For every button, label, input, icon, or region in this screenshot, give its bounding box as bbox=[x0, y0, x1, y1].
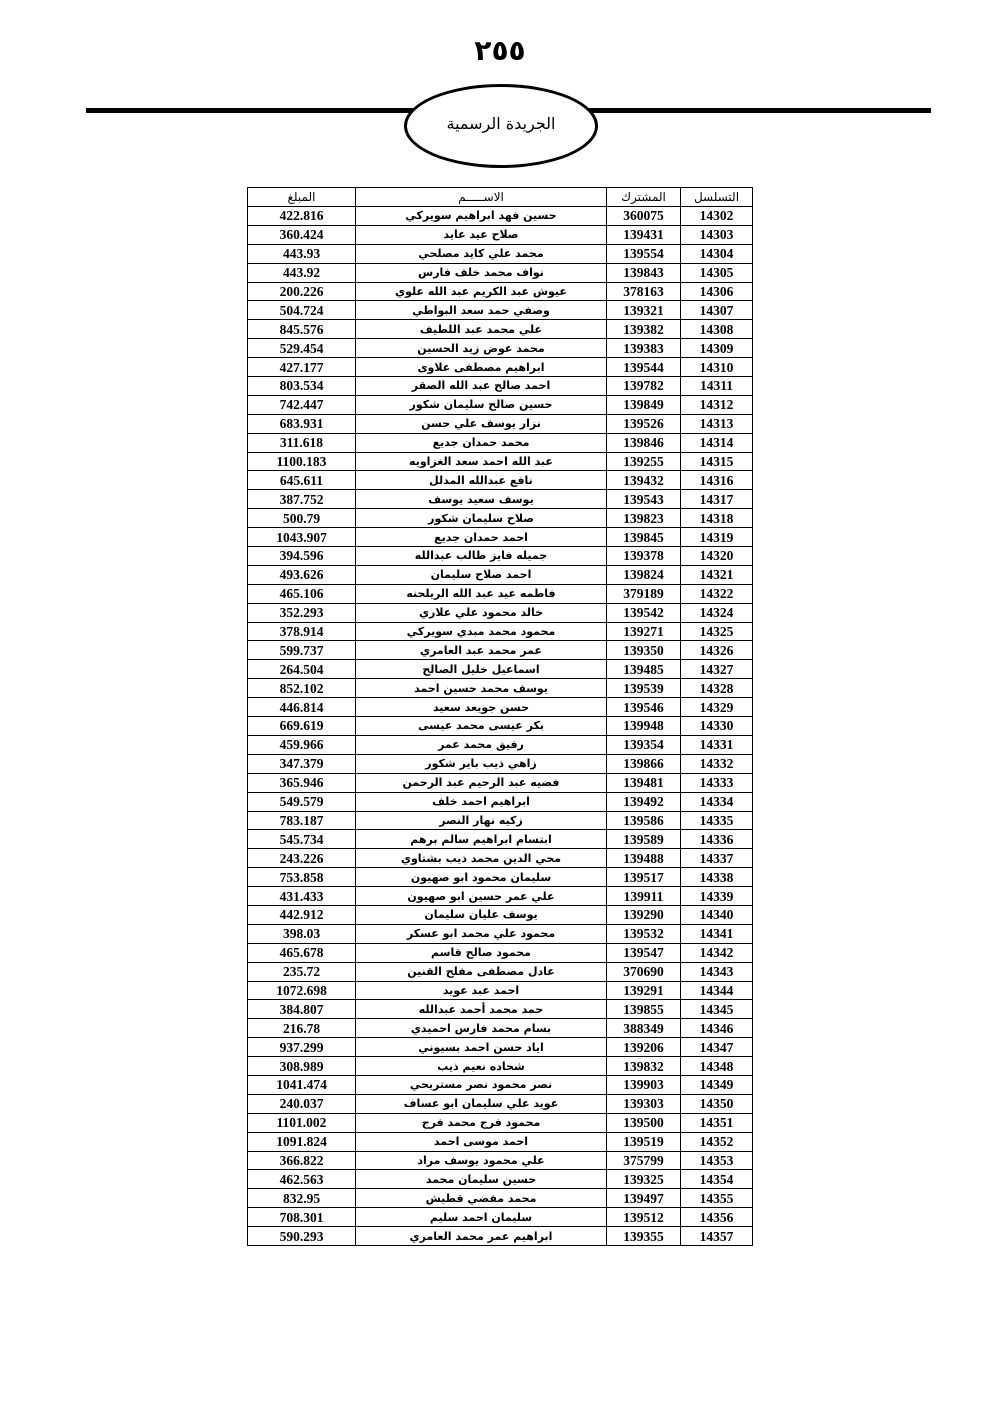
name-cell: اسماعيل خليل الصالح bbox=[356, 660, 607, 679]
amount-cell: 783.187 bbox=[248, 811, 356, 830]
name-cell: ابتسام ابراهيم سالم برهم bbox=[356, 830, 607, 849]
serial-cell: 14310 bbox=[681, 358, 753, 377]
serial-cell: 14357 bbox=[681, 1227, 753, 1246]
name-cell: ابراهيم عمر محمد العامري bbox=[356, 1227, 607, 1246]
subscriber-cell: 139849 bbox=[607, 395, 681, 414]
name-cell: نواف محمد خلف فارس bbox=[356, 263, 607, 282]
subscriber-cell: 378163 bbox=[607, 282, 681, 301]
amount-cell: 753.858 bbox=[248, 868, 356, 887]
name-cell: جميله فايز طالب عبدالله bbox=[356, 547, 607, 566]
table-row bbox=[248, 1132, 753, 1151]
amount-cell: 365.946 bbox=[248, 773, 356, 792]
table-row bbox=[248, 1227, 753, 1246]
amount-cell: 235.72 bbox=[248, 962, 356, 981]
subscriber-cell: 139519 bbox=[607, 1132, 681, 1151]
name-cell: حمد محمد أحمد عبدالله bbox=[356, 1000, 607, 1019]
subscriber-cell: 139532 bbox=[607, 924, 681, 943]
subscriber-cell: 139554 bbox=[607, 244, 681, 263]
table-row bbox=[248, 1038, 753, 1057]
name-cell: شحاده نعيم ذيب bbox=[356, 1057, 607, 1076]
column-header-name: الاســـــم bbox=[356, 188, 607, 207]
name-cell: حسين سليمان محمد bbox=[356, 1170, 607, 1189]
column-header-serial: التسلسل bbox=[681, 188, 753, 207]
name-cell: علي محمود يوسف مراد bbox=[356, 1151, 607, 1170]
amount-cell: 394.596 bbox=[248, 547, 356, 566]
serial-cell: 14354 bbox=[681, 1170, 753, 1189]
table-row bbox=[248, 811, 753, 830]
amount-cell: 683.931 bbox=[248, 414, 356, 433]
amount-cell: 240.037 bbox=[248, 1094, 356, 1113]
amount-cell: 645.611 bbox=[248, 471, 356, 490]
serial-cell: 14312 bbox=[681, 395, 753, 414]
serial-cell: 14311 bbox=[681, 377, 753, 396]
subscriber-cell: 139481 bbox=[607, 773, 681, 792]
serial-cell: 14329 bbox=[681, 698, 753, 717]
table-row bbox=[248, 1057, 753, 1076]
table-row bbox=[248, 584, 753, 603]
amount-cell: 427.177 bbox=[248, 358, 356, 377]
serial-cell: 14306 bbox=[681, 282, 753, 301]
amount-cell: 384.807 bbox=[248, 1000, 356, 1019]
name-cell: ابراهيم احمد خلف bbox=[356, 792, 607, 811]
serial-cell: 14350 bbox=[681, 1094, 753, 1113]
table-row bbox=[248, 887, 753, 906]
table-row bbox=[248, 792, 753, 811]
table-row bbox=[248, 1189, 753, 1208]
subscriber-cell: 139432 bbox=[607, 471, 681, 490]
amount-cell: 590.293 bbox=[248, 1227, 356, 1246]
serial-cell: 14303 bbox=[681, 225, 753, 244]
name-cell: زاهي ذيب باير شكور bbox=[356, 754, 607, 773]
name-cell: رفيق محمد عمر bbox=[356, 735, 607, 754]
subscriber-cell: 139546 bbox=[607, 698, 681, 717]
serial-cell: 14342 bbox=[681, 943, 753, 962]
name-cell: صلاح عيد عايد bbox=[356, 225, 607, 244]
name-cell: بكر عيسى محمد عيسى bbox=[356, 717, 607, 736]
subscriber-cell: 375799 bbox=[607, 1151, 681, 1170]
table-row bbox=[248, 1019, 753, 1038]
subscriber-cell: 139325 bbox=[607, 1170, 681, 1189]
amount-cell: 545.734 bbox=[248, 830, 356, 849]
serial-cell: 14352 bbox=[681, 1132, 753, 1151]
table-row bbox=[248, 679, 753, 698]
amount-cell: 549.579 bbox=[248, 792, 356, 811]
amount-cell: 529.454 bbox=[248, 339, 356, 358]
subscriber-cell: 139497 bbox=[607, 1189, 681, 1208]
table-row bbox=[248, 1113, 753, 1132]
subscriber-cell: 139354 bbox=[607, 735, 681, 754]
table-row bbox=[248, 905, 753, 924]
subscriber-cell: 139512 bbox=[607, 1208, 681, 1227]
table-row bbox=[248, 641, 753, 660]
serial-cell: 14308 bbox=[681, 320, 753, 339]
table-row bbox=[248, 981, 753, 1000]
subscriber-cell: 139846 bbox=[607, 433, 681, 452]
serial-cell: 14341 bbox=[681, 924, 753, 943]
amount-cell: 308.989 bbox=[248, 1057, 356, 1076]
subscriber-cell: 139543 bbox=[607, 490, 681, 509]
subscriber-cell: 139526 bbox=[607, 414, 681, 433]
subscriber-cell: 139824 bbox=[607, 565, 681, 584]
amount-cell: 504.724 bbox=[248, 301, 356, 320]
table-row bbox=[248, 225, 753, 244]
table-row bbox=[248, 1000, 753, 1019]
amount-cell: 200.226 bbox=[248, 282, 356, 301]
subscriber-cell: 139291 bbox=[607, 981, 681, 1000]
table-row bbox=[248, 1075, 753, 1094]
subscriber-cell: 139823 bbox=[607, 509, 681, 528]
table-row bbox=[248, 1170, 753, 1189]
subscriber-cell: 379189 bbox=[607, 584, 681, 603]
subscriber-cell: 139547 bbox=[607, 943, 681, 962]
name-cell: صلاح سليمان شكور bbox=[356, 509, 607, 528]
amount-cell: 1043.907 bbox=[248, 528, 356, 547]
name-cell: احمد عبد عويد bbox=[356, 981, 607, 1000]
amount-cell: 446.814 bbox=[248, 698, 356, 717]
table-row bbox=[248, 962, 753, 981]
table-row bbox=[248, 301, 753, 320]
subscriber-cell: 139517 bbox=[607, 868, 681, 887]
amount-cell: 216.78 bbox=[248, 1019, 356, 1038]
name-cell: احمد صالح عبد الله الصقر bbox=[356, 377, 607, 396]
subscriber-cell: 139321 bbox=[607, 301, 681, 320]
serial-cell: 14332 bbox=[681, 754, 753, 773]
table-row bbox=[248, 717, 753, 736]
serial-cell: 14333 bbox=[681, 773, 753, 792]
table-row bbox=[248, 1094, 753, 1113]
subscriber-cell: 139843 bbox=[607, 263, 681, 282]
table-row bbox=[248, 1151, 753, 1170]
amount-cell: 462.563 bbox=[248, 1170, 356, 1189]
amount-cell: 708.301 bbox=[248, 1208, 356, 1227]
amount-cell: 366.822 bbox=[248, 1151, 356, 1170]
amount-cell: 832.95 bbox=[248, 1189, 356, 1208]
serial-cell: 14339 bbox=[681, 887, 753, 906]
table-row bbox=[248, 452, 753, 471]
table-row bbox=[248, 735, 753, 754]
subscriber-cell: 139492 bbox=[607, 792, 681, 811]
amount-cell: 422.816 bbox=[248, 207, 356, 226]
subscriber-cell: 139782 bbox=[607, 377, 681, 396]
name-cell: احمد حمدان جديع bbox=[356, 528, 607, 547]
subscriber-cell: 139544 bbox=[607, 358, 681, 377]
amount-cell: 378.914 bbox=[248, 622, 356, 641]
subscriber-cell: 139206 bbox=[607, 1038, 681, 1057]
serial-cell: 14353 bbox=[681, 1151, 753, 1170]
serial-cell: 14334 bbox=[681, 792, 753, 811]
subscriber-cell: 139488 bbox=[607, 849, 681, 868]
name-cell: بسام محمد فارس احميدي bbox=[356, 1019, 607, 1038]
serial-cell: 14307 bbox=[681, 301, 753, 320]
table-row bbox=[248, 773, 753, 792]
amount-cell: 443.93 bbox=[248, 244, 356, 263]
table-row bbox=[248, 603, 753, 622]
serial-cell: 14351 bbox=[681, 1113, 753, 1132]
gazette-header-oval bbox=[404, 84, 598, 168]
table-row bbox=[248, 622, 753, 641]
subscriber-cell: 139303 bbox=[607, 1094, 681, 1113]
amount-cell: 1041.474 bbox=[248, 1075, 356, 1094]
name-cell: خالد محمود علي علاري bbox=[356, 603, 607, 622]
name-cell: يوسف عليان سليمان bbox=[356, 905, 607, 924]
table-row bbox=[248, 490, 753, 509]
name-cell: محي الدين محمد ذيب بشتاوي bbox=[356, 849, 607, 868]
table-row bbox=[248, 395, 753, 414]
amount-cell: 243.226 bbox=[248, 849, 356, 868]
amount-cell: 264.504 bbox=[248, 660, 356, 679]
name-cell: زكيه نهار النصر bbox=[356, 811, 607, 830]
serial-cell: 14322 bbox=[681, 584, 753, 603]
serial-cell: 14326 bbox=[681, 641, 753, 660]
table-row bbox=[248, 565, 753, 584]
amount-cell: 1101.002 bbox=[248, 1113, 356, 1132]
serial-cell: 14305 bbox=[681, 263, 753, 282]
table-row bbox=[248, 509, 753, 528]
serial-cell: 14338 bbox=[681, 868, 753, 887]
subscriber-cell: 139911 bbox=[607, 887, 681, 906]
amount-cell: 493.626 bbox=[248, 565, 356, 584]
serial-cell: 14327 bbox=[681, 660, 753, 679]
column-header-subscriber: المشترك bbox=[607, 188, 681, 207]
subscriber-cell: 139855 bbox=[607, 1000, 681, 1019]
table-row bbox=[248, 471, 753, 490]
name-cell: محمود علي محمد ابو عسكر bbox=[356, 924, 607, 943]
serial-cell: 14317 bbox=[681, 490, 753, 509]
name-cell: محمد عوض زيد الحسين bbox=[356, 339, 607, 358]
serial-cell: 14335 bbox=[681, 811, 753, 830]
serial-cell: 14349 bbox=[681, 1075, 753, 1094]
amount-cell: 1100.183 bbox=[248, 452, 356, 471]
table-row bbox=[248, 868, 753, 887]
table-row bbox=[248, 207, 753, 226]
serial-cell: 14343 bbox=[681, 962, 753, 981]
serial-cell: 14314 bbox=[681, 433, 753, 452]
amount-cell: 459.966 bbox=[248, 735, 356, 754]
amount-cell: 852.102 bbox=[248, 679, 356, 698]
subscriber-cell: 360075 bbox=[607, 207, 681, 226]
subscriber-cell: 139383 bbox=[607, 339, 681, 358]
amount-cell: 443.92 bbox=[248, 263, 356, 282]
name-cell: عبد الله احمد سعد الغزاويه bbox=[356, 452, 607, 471]
subscriber-cell: 139539 bbox=[607, 679, 681, 698]
serial-cell: 14340 bbox=[681, 905, 753, 924]
name-cell: عويد علي سليمان ابو عساف bbox=[356, 1094, 607, 1113]
name-cell: علي عمر حسين ابو صهيون bbox=[356, 887, 607, 906]
name-cell: ابراهيم مصطفى علاوى bbox=[356, 358, 607, 377]
amount-cell: 599.737 bbox=[248, 641, 356, 660]
name-cell: فضيه عبد الرحيم عبد الرحمن bbox=[356, 773, 607, 792]
name-cell: احمد موسى احمد bbox=[356, 1132, 607, 1151]
subscriber-cell: 139542 bbox=[607, 603, 681, 622]
name-cell: سليمان احمد سليم bbox=[356, 1208, 607, 1227]
serial-cell: 14302 bbox=[681, 207, 753, 226]
amount-cell: 431.433 bbox=[248, 887, 356, 906]
subscriber-cell: 139378 bbox=[607, 547, 681, 566]
amount-cell: 845.576 bbox=[248, 320, 356, 339]
column-header-amount: المبلغ bbox=[248, 188, 356, 207]
table-row bbox=[248, 282, 753, 301]
amount-cell: 360.424 bbox=[248, 225, 356, 244]
subscriber-cell: 139500 bbox=[607, 1113, 681, 1132]
subscriber-cell: 139271 bbox=[607, 622, 681, 641]
serial-cell: 14337 bbox=[681, 849, 753, 868]
table-row bbox=[248, 924, 753, 943]
serial-cell: 14316 bbox=[681, 471, 753, 490]
subscriber-cell: 139903 bbox=[607, 1075, 681, 1094]
table-row bbox=[248, 358, 753, 377]
serial-cell: 14325 bbox=[681, 622, 753, 641]
name-cell: يوسف سعيد يوسف bbox=[356, 490, 607, 509]
table-row bbox=[248, 849, 753, 868]
serial-cell: 14345 bbox=[681, 1000, 753, 1019]
table-row bbox=[248, 414, 753, 433]
amount-cell: 311.618 bbox=[248, 433, 356, 452]
serial-cell: 14331 bbox=[681, 735, 753, 754]
name-cell: علي محمد عبد اللطيف bbox=[356, 320, 607, 339]
subscriber-cell: 139350 bbox=[607, 641, 681, 660]
table-row bbox=[248, 377, 753, 396]
amount-cell: 803.534 bbox=[248, 377, 356, 396]
subscriber-cell: 139832 bbox=[607, 1057, 681, 1076]
table-row bbox=[248, 320, 753, 339]
amount-cell: 1091.824 bbox=[248, 1132, 356, 1151]
serial-cell: 14330 bbox=[681, 717, 753, 736]
subscriber-cell: 139948 bbox=[607, 717, 681, 736]
serial-cell: 14309 bbox=[681, 339, 753, 358]
amount-cell: 937.299 bbox=[248, 1038, 356, 1057]
serial-cell: 14328 bbox=[681, 679, 753, 698]
serial-cell: 14346 bbox=[681, 1019, 753, 1038]
amount-cell: 669.619 bbox=[248, 717, 356, 736]
amount-cell: 1072.698 bbox=[248, 981, 356, 1000]
table-row bbox=[248, 943, 753, 962]
amount-cell: 347.379 bbox=[248, 754, 356, 773]
name-cell: نافع عبدالله المدلل bbox=[356, 471, 607, 490]
amount-cell: 742.447 bbox=[248, 395, 356, 414]
subscriber-cell: 139355 bbox=[607, 1227, 681, 1246]
name-cell: نصر محمود نصر مستريحي bbox=[356, 1075, 607, 1094]
serial-cell: 14344 bbox=[681, 981, 753, 1000]
serial-cell: 14336 bbox=[681, 830, 753, 849]
name-cell: احمد صلاح سليمان bbox=[356, 565, 607, 584]
name-cell: سليمان محمود ابو صهيون bbox=[356, 868, 607, 887]
table-row bbox=[248, 433, 753, 452]
name-cell: عادل مصطفى مفلح القنين bbox=[356, 962, 607, 981]
name-cell: عيوش عبد الكريم عبد الله علوي bbox=[356, 282, 607, 301]
table-row bbox=[248, 339, 753, 358]
serial-cell: 14315 bbox=[681, 452, 753, 471]
amount-cell: 442.912 bbox=[248, 905, 356, 924]
table-row bbox=[248, 660, 753, 679]
serial-cell: 14356 bbox=[681, 1208, 753, 1227]
table-row bbox=[248, 830, 753, 849]
name-cell: محمد مفضي قطيش bbox=[356, 1189, 607, 1208]
table-header-row bbox=[248, 188, 753, 207]
serial-cell: 14321 bbox=[681, 565, 753, 584]
serial-cell: 14348 bbox=[681, 1057, 753, 1076]
name-cell: اياد حسن احمد بسيوني bbox=[356, 1038, 607, 1057]
name-cell: وصفي حمد سعد البواطي bbox=[356, 301, 607, 320]
subscriber-cell: 139431 bbox=[607, 225, 681, 244]
amount-cell: 500.79 bbox=[248, 509, 356, 528]
serial-cell: 14313 bbox=[681, 414, 753, 433]
subscriber-cell: 139290 bbox=[607, 905, 681, 924]
name-cell: حسين صالح سليمان شكور bbox=[356, 395, 607, 414]
amount-cell: 352.293 bbox=[248, 603, 356, 622]
name-cell: نزار يوسف علي حسن bbox=[356, 414, 607, 433]
serial-cell: 14355 bbox=[681, 1189, 753, 1208]
payments-table bbox=[247, 187, 753, 1246]
table-row bbox=[248, 244, 753, 263]
table-row bbox=[248, 528, 753, 547]
subscriber-cell: 370690 bbox=[607, 962, 681, 981]
serial-cell: 14319 bbox=[681, 528, 753, 547]
name-cell: محمود صالح قاسم bbox=[356, 943, 607, 962]
table-row bbox=[248, 698, 753, 717]
gazette-title: الجريدة الرسمية bbox=[446, 113, 556, 133]
serial-cell: 14318 bbox=[681, 509, 753, 528]
table-row bbox=[248, 1208, 753, 1227]
page-number: ٢٥٥ bbox=[474, 34, 526, 67]
amount-cell: 398.03 bbox=[248, 924, 356, 943]
name-cell: محمود فرج محمد فرج bbox=[356, 1113, 607, 1132]
subscriber-cell: 139382 bbox=[607, 320, 681, 339]
table-row bbox=[248, 754, 753, 773]
name-cell: حسين فهد ابراهيم سويركي bbox=[356, 207, 607, 226]
amount-cell: 465.678 bbox=[248, 943, 356, 962]
name-cell: محمد علي كايد مصلحي bbox=[356, 244, 607, 263]
subscriber-cell: 139485 bbox=[607, 660, 681, 679]
serial-cell: 14324 bbox=[681, 603, 753, 622]
serial-cell: 14304 bbox=[681, 244, 753, 263]
serial-cell: 14320 bbox=[681, 547, 753, 566]
table-body bbox=[248, 207, 753, 1246]
serial-cell: 14347 bbox=[681, 1038, 753, 1057]
name-cell: حسن جويعد سعيد bbox=[356, 698, 607, 717]
amount-cell: 387.752 bbox=[248, 490, 356, 509]
name-cell: عمر محمد عبد العامري bbox=[356, 641, 607, 660]
subscriber-cell: 139866 bbox=[607, 754, 681, 773]
subscriber-cell: 139255 bbox=[607, 452, 681, 471]
subscriber-cell: 139589 bbox=[607, 830, 681, 849]
table-row bbox=[248, 547, 753, 566]
subscriber-cell: 388349 bbox=[607, 1019, 681, 1038]
name-cell: يوسف محمد حسين احمد bbox=[356, 679, 607, 698]
subscriber-cell: 139845 bbox=[607, 528, 681, 547]
name-cell: محمد حمدان جديع bbox=[356, 433, 607, 452]
amount-cell: 465.106 bbox=[248, 584, 356, 603]
name-cell: محمود محمد مبدي سويركي bbox=[356, 622, 607, 641]
subscriber-cell: 139586 bbox=[607, 811, 681, 830]
name-cell: فاطمه عيد عبد الله الريلحنه bbox=[356, 584, 607, 603]
table-row bbox=[248, 263, 753, 282]
